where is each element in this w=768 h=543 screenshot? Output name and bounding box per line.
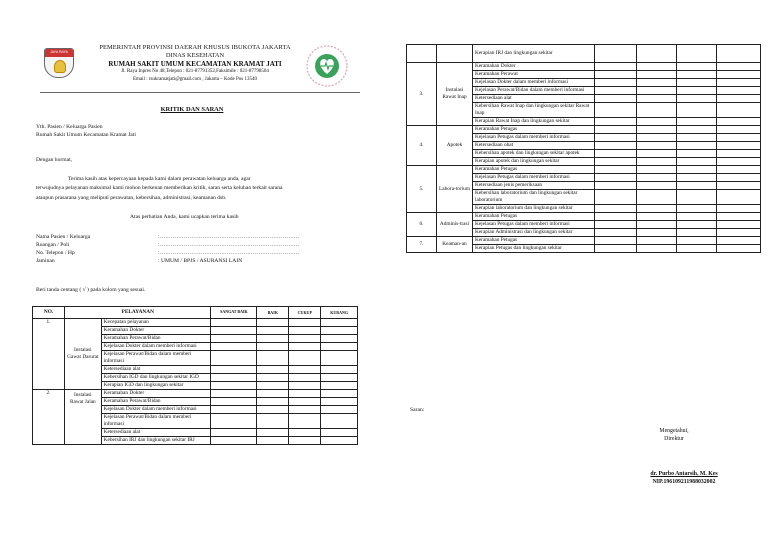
rating-cell[interactable] bbox=[321, 343, 358, 351]
row-label: Keramahan Perawat/Bidan bbox=[101, 335, 211, 343]
rating-cell[interactable] bbox=[717, 150, 761, 158]
rating-cell[interactable] bbox=[595, 142, 637, 150]
rating-cell[interactable] bbox=[637, 213, 677, 221]
rating-cell[interactable] bbox=[211, 366, 257, 374]
rating-cell[interactable] bbox=[257, 335, 289, 343]
rating-cell[interactable] bbox=[257, 351, 289, 366]
rating-cell[interactable] bbox=[211, 343, 257, 351]
letterhead-line1: PEMERINTAH PROVINSI DAERAH KHUSUS IBUKOTA JAKARTA bbox=[99, 44, 291, 51]
rating-cell[interactable] bbox=[595, 182, 637, 190]
rating-cell[interactable] bbox=[595, 190, 637, 205]
row-label: Keramahan Dokter bbox=[473, 63, 595, 71]
letterhead-line2: DINAS KESEHATAN bbox=[165, 52, 225, 59]
saran-field[interactable] bbox=[444, 412, 604, 452]
header-service: PELAYANAN bbox=[65, 307, 211, 319]
rating-cell[interactable] bbox=[211, 351, 257, 366]
closing-line: Atas perhatian Anda, kami ucapkan terima kasih bbox=[130, 214, 239, 220]
name-field[interactable]: :………………………………………………………………… bbox=[158, 234, 300, 240]
group-category: Instalasi Rawat Jalan bbox=[65, 390, 102, 445]
rating-cell[interactable] bbox=[595, 237, 637, 245]
rating-cell[interactable] bbox=[321, 327, 358, 335]
rating-cell[interactable] bbox=[637, 126, 677, 134]
rating-cell[interactable] bbox=[595, 95, 637, 103]
header-fair: CUKUP bbox=[289, 307, 321, 319]
rating-cell[interactable] bbox=[717, 87, 761, 95]
rating-cell[interactable] bbox=[717, 95, 761, 103]
row-label: Kejelasan Perawat/Bidan dalam memberi informasi bbox=[101, 351, 211, 366]
group-category: Apotek bbox=[437, 126, 473, 166]
signature-block bbox=[624, 427, 724, 443]
rating-cell[interactable] bbox=[289, 374, 321, 382]
rating-cell[interactable] bbox=[289, 398, 321, 406]
rating-cell[interactable] bbox=[677, 134, 717, 142]
rating-cell[interactable] bbox=[717, 118, 761, 126]
row-label: Kerapian IRJ dan lingkungan sekitar bbox=[473, 45, 595, 63]
rating-cell[interactable] bbox=[637, 45, 677, 63]
rating-cell[interactable] bbox=[595, 221, 637, 229]
rating-cell[interactable] bbox=[677, 182, 717, 190]
row-label: Ketersediaan obat bbox=[473, 142, 595, 150]
rating-cell[interactable] bbox=[321, 406, 358, 414]
table-row bbox=[33, 390, 358, 398]
row-label: Kejelasan Dokter dalam memberi informasi bbox=[101, 343, 211, 351]
rating-cell[interactable] bbox=[321, 351, 358, 366]
row-label: Keramahan Petugas bbox=[473, 126, 595, 134]
rating-cell[interactable] bbox=[289, 366, 321, 374]
rating-cell[interactable] bbox=[211, 382, 257, 390]
header-poor: KURANG bbox=[321, 307, 358, 319]
row-label: Kejelasan Perawat/Bidan dalam memberi informasi bbox=[101, 414, 211, 429]
table-row bbox=[407, 126, 761, 134]
rating-cell[interactable] bbox=[717, 190, 761, 205]
row-label: Kerapian Rawat Inap dan lingkungan sekitar bbox=[473, 118, 595, 126]
rating-cell[interactable] bbox=[677, 126, 717, 134]
row-label: Kejelasan Dokter dalam memberi informasi bbox=[473, 79, 595, 87]
row-label: Kejelasan Petugas dalam memberi informasi bbox=[473, 174, 595, 182]
signature-line1: Mengetahui, bbox=[659, 428, 689, 434]
phone-label: No. Telepon / Hp bbox=[36, 250, 75, 256]
row-label: Kejelasan Petugas dalam memberi informasi bbox=[473, 134, 595, 142]
row-label: Keramahan Dokter bbox=[101, 327, 211, 335]
rating-cell[interactable] bbox=[677, 71, 717, 79]
rating-cell[interactable] bbox=[717, 142, 761, 150]
rating-cell[interactable] bbox=[595, 150, 637, 158]
rating-cell[interactable] bbox=[257, 382, 289, 390]
letterhead bbox=[70, 44, 320, 84]
row-label: Kebersihan apotek dan lingkungan sekitar apotek bbox=[473, 150, 595, 158]
rating-cell[interactable] bbox=[321, 390, 358, 398]
director-name: dr. Purbo Antarsih, M. Kes bbox=[650, 471, 718, 477]
rating-cell[interactable] bbox=[637, 63, 677, 71]
phone-field[interactable]: :………………………………………………………………… bbox=[158, 250, 300, 256]
rating-cell[interactable] bbox=[321, 382, 358, 390]
row-label: Keramahan Dokter bbox=[101, 390, 211, 398]
row-label: Keramahan Perawat/Bidan bbox=[101, 398, 211, 406]
rating-cell[interactable] bbox=[211, 398, 257, 406]
rating-cell[interactable] bbox=[677, 205, 717, 213]
group-no: 6. bbox=[407, 213, 437, 237]
instruction-text: Beri tanda centang ( √ ) pada kolom yang sesuai. bbox=[36, 287, 146, 293]
table-row bbox=[407, 63, 761, 71]
body-line1: Terima kasih atas kepercayaan kepada kami dalam perawatan keluarga anda, agar bbox=[68, 176, 251, 182]
group-category: Instalasi Gawat Darurat bbox=[65, 319, 102, 390]
rating-cell[interactable] bbox=[677, 245, 717, 253]
rating-cell[interactable] bbox=[677, 142, 717, 150]
logo-left-text: JAYA RAYA bbox=[49, 50, 69, 54]
row-label: Keramahan Perawat bbox=[473, 71, 595, 79]
rating-cell[interactable] bbox=[637, 87, 677, 95]
rating-cell[interactable] bbox=[211, 406, 257, 414]
hospital-email: Email : rsukramatjati@gmail.com , Jakarta – Kode Pos 13540 bbox=[132, 77, 258, 82]
row-label: Ketersediaan alat bbox=[473, 95, 595, 103]
row-label: Kebersihan IRJ dan lingkungan sekitar IRJ bbox=[101, 437, 211, 445]
rating-cell[interactable] bbox=[595, 103, 637, 118]
row-label: Kerapian laboratorium dan lingkungan sekitar bbox=[473, 205, 595, 213]
group-no: 1. bbox=[33, 319, 65, 390]
rating-cell[interactable] bbox=[637, 229, 677, 237]
table-row bbox=[407, 237, 761, 245]
row-label: Kebersihan Rawat Inap dan lingkungan sekitar Rawat Inap bbox=[473, 103, 595, 118]
rating-cell[interactable] bbox=[637, 190, 677, 205]
rating-cell[interactable] bbox=[637, 103, 677, 118]
row-label: Ketersediaan alat bbox=[101, 366, 211, 374]
rating-cell[interactable] bbox=[677, 79, 717, 87]
rating-cell[interactable] bbox=[595, 229, 637, 237]
rating-cell[interactable] bbox=[677, 150, 717, 158]
letterhead-divider bbox=[40, 92, 360, 93]
insurance-field[interactable]: : UMUM / BPJS / ASURANSI LAIN bbox=[158, 258, 243, 264]
rating-cell[interactable] bbox=[211, 374, 257, 382]
rating-cell[interactable] bbox=[637, 95, 677, 103]
rating-cell[interactable] bbox=[677, 190, 717, 205]
rating-cell[interactable] bbox=[595, 205, 637, 213]
rating-cell[interactable] bbox=[595, 134, 637, 142]
rating-cell[interactable] bbox=[595, 126, 637, 134]
rating-cell[interactable] bbox=[717, 174, 761, 182]
row-label: Ketersediaan alat bbox=[101, 429, 211, 437]
rating-cell[interactable] bbox=[677, 174, 717, 182]
rating-cell[interactable] bbox=[257, 374, 289, 382]
table-row bbox=[407, 45, 761, 63]
rating-cell[interactable] bbox=[677, 237, 717, 245]
rating-cell[interactable] bbox=[289, 390, 321, 398]
rating-cell[interactable] bbox=[637, 237, 677, 245]
rating-cell[interactable] bbox=[717, 205, 761, 213]
rating-cell[interactable] bbox=[717, 103, 761, 118]
director-nip: NIP.196109211988032002 bbox=[652, 479, 716, 485]
rating-cell[interactable] bbox=[257, 366, 289, 374]
hospital-address: Jl. Raya Inpres No 48,Telepon : 021-87791352,Faksimile : 021-87798504 bbox=[121, 69, 269, 74]
rating-cell[interactable] bbox=[677, 95, 717, 103]
group-category: Adminis-trasi bbox=[437, 213, 473, 237]
rating-table-right bbox=[406, 44, 761, 253]
rating-cell[interactable] bbox=[637, 79, 677, 87]
rating-cell[interactable] bbox=[595, 158, 637, 166]
recipient-line1: Yth. Pasien / Keluarga Pasien bbox=[36, 124, 103, 130]
rating-cell[interactable] bbox=[677, 229, 717, 237]
group-no: 7. bbox=[407, 237, 437, 253]
rating-cell[interactable] bbox=[717, 237, 761, 245]
table-row bbox=[407, 213, 761, 221]
rating-cell[interactable] bbox=[717, 182, 761, 190]
row-label: Kebersihan laboratorium dan lingkungan sekitar laboratorium bbox=[473, 190, 595, 205]
rating-cell[interactable] bbox=[717, 213, 761, 221]
signature-line2: Direktur bbox=[664, 436, 684, 442]
header-good: BAIK bbox=[257, 307, 289, 319]
row-label: Kerapian apotek dan lingkungan sekitar bbox=[473, 158, 595, 166]
rating-cell[interactable] bbox=[677, 63, 717, 71]
rating-cell[interactable] bbox=[677, 118, 717, 126]
rating-cell[interactable] bbox=[257, 398, 289, 406]
right-page bbox=[384, 0, 768, 543]
row-label: Kejelasan Dokter dalam memberi informasi bbox=[101, 406, 211, 414]
rating-cell[interactable] bbox=[595, 166, 637, 174]
rating-cell[interactable] bbox=[211, 327, 257, 335]
rating-cell[interactable] bbox=[257, 414, 289, 429]
body-line2: terwujudnya pelayanan maksimal kami mohon berkenan memberikan kritik, saran serta keluhan terkait sarana bbox=[36, 185, 283, 191]
rating-cell[interactable] bbox=[717, 158, 761, 166]
rating-cell[interactable] bbox=[211, 319, 257, 327]
group-category: Keaman-an bbox=[437, 237, 473, 253]
group-no: 3. bbox=[407, 63, 437, 126]
hospital-logo bbox=[304, 43, 350, 89]
body-line3: ataupun prasarana yang meliputi perawatan, kebersihan, administrasi, keamanan dsb. bbox=[36, 195, 227, 201]
rating-cell[interactable] bbox=[257, 429, 289, 437]
row-label: Keramahan Petugas bbox=[473, 166, 595, 174]
insurance-label: Jaminan bbox=[36, 258, 55, 264]
rating-cell[interactable] bbox=[717, 71, 761, 79]
rating-cell[interactable] bbox=[289, 414, 321, 429]
rating-cell[interactable] bbox=[717, 126, 761, 134]
rating-cell[interactable] bbox=[321, 429, 358, 437]
hospital-name: RUMAH SAKIT UMUM KECAMATAN KRAMAT JATI bbox=[108, 60, 282, 68]
rating-cell[interactable] bbox=[677, 166, 717, 174]
rating-cell[interactable] bbox=[289, 327, 321, 335]
rating-cell[interactable] bbox=[211, 437, 257, 445]
header-no: NO. bbox=[33, 307, 65, 319]
document-title: KRITIK DAN SARAN bbox=[160, 106, 224, 113]
rating-cell[interactable] bbox=[637, 245, 677, 253]
rating-cell[interactable] bbox=[595, 118, 637, 126]
room-field[interactable]: :………………………………………………………………… bbox=[158, 242, 300, 248]
rating-cell[interactable] bbox=[289, 335, 321, 343]
group-category: Instalasi Rawat Inap bbox=[437, 63, 473, 126]
signature-name-block bbox=[624, 470, 744, 486]
rating-cell[interactable] bbox=[595, 87, 637, 95]
rating-cell[interactable] bbox=[289, 343, 321, 351]
rating-cell[interactable] bbox=[257, 437, 289, 445]
row-label: Kerapian Petugas dan lingkungan sekitar bbox=[473, 245, 595, 253]
rating-cell[interactable] bbox=[321, 366, 358, 374]
greeting: Dengan hormat, bbox=[36, 157, 73, 163]
rating-cell[interactable] bbox=[595, 213, 637, 221]
rating-cell[interactable] bbox=[321, 319, 358, 327]
rating-cell[interactable] bbox=[289, 429, 321, 437]
rating-cell[interactable] bbox=[717, 245, 761, 253]
group-no: 2. bbox=[33, 390, 65, 445]
rating-cell[interactable] bbox=[595, 174, 637, 182]
group-no: 5. bbox=[407, 166, 437, 213]
rating-cell[interactable] bbox=[677, 103, 717, 118]
rating-cell[interactable] bbox=[677, 213, 717, 221]
rating-cell[interactable] bbox=[637, 134, 677, 142]
room-label: Ruangan / Poli bbox=[36, 242, 70, 248]
row-label: Keramahan Petugas bbox=[473, 213, 595, 221]
group-no: 4. bbox=[407, 126, 437, 166]
rating-cell[interactable] bbox=[637, 71, 677, 79]
rating-cell[interactable] bbox=[717, 166, 761, 174]
row-label: Keramahan Petugas bbox=[473, 237, 595, 245]
rating-cell[interactable] bbox=[637, 118, 677, 126]
rating-cell[interactable] bbox=[211, 429, 257, 437]
rating-cell[interactable] bbox=[717, 134, 761, 142]
rating-cell[interactable] bbox=[595, 45, 637, 63]
rating-cell[interactable] bbox=[717, 45, 761, 63]
row-label: Kerapian IGD dan lingkungan sekitar bbox=[101, 382, 211, 390]
rating-cell[interactable] bbox=[289, 406, 321, 414]
rating-cell[interactable] bbox=[637, 142, 677, 150]
rating-cell[interactable] bbox=[677, 221, 717, 229]
rating-cell[interactable] bbox=[595, 71, 637, 79]
rating-cell[interactable] bbox=[677, 87, 717, 95]
table-row bbox=[407, 166, 761, 174]
row-label: Kebersihan IGD dan lingkungan sekitar IGD bbox=[101, 374, 211, 382]
rating-cell[interactable] bbox=[717, 79, 761, 87]
rating-cell[interactable] bbox=[717, 63, 761, 71]
rating-cell[interactable] bbox=[717, 229, 761, 237]
row-label: Kejelasan Perawat/Bidan dalam memberi informasi bbox=[473, 87, 595, 95]
rating-cell[interactable] bbox=[321, 335, 358, 343]
row-label: Kerapian Administrasi dan lingkungan sekitar bbox=[473, 229, 595, 237]
rating-cell[interactable] bbox=[637, 150, 677, 158]
rating-cell[interactable] bbox=[595, 79, 637, 87]
rating-cell[interactable] bbox=[595, 63, 637, 71]
rating-cell[interactable] bbox=[637, 205, 677, 213]
name-label: Nama Pasien / Keluarga bbox=[36, 234, 91, 240]
rating-cell[interactable] bbox=[637, 166, 677, 174]
group-category: Labora-torium bbox=[437, 166, 473, 213]
rating-cell[interactable] bbox=[211, 414, 257, 429]
row-label: Kecepatan pelayanan bbox=[101, 319, 211, 327]
rating-cell[interactable] bbox=[677, 158, 717, 166]
table-row bbox=[33, 319, 358, 327]
rating-cell[interactable] bbox=[289, 382, 321, 390]
rating-cell[interactable] bbox=[289, 437, 321, 445]
rating-cell[interactable] bbox=[637, 182, 677, 190]
rating-cell[interactable] bbox=[321, 414, 358, 429]
rating-cell[interactable] bbox=[321, 437, 358, 445]
rating-cell[interactable] bbox=[289, 351, 321, 366]
rating-cell[interactable] bbox=[257, 327, 289, 335]
rating-cell[interactable] bbox=[321, 374, 358, 382]
rating-cell[interactable] bbox=[321, 398, 358, 406]
saran-label: Saran: bbox=[410, 407, 425, 413]
rating-cell[interactable] bbox=[257, 390, 289, 398]
rating-table-left bbox=[32, 306, 358, 445]
rating-cell[interactable] bbox=[717, 221, 761, 229]
rating-cell[interactable] bbox=[211, 390, 257, 398]
rating-cell[interactable] bbox=[595, 245, 637, 253]
rating-cell[interactable] bbox=[257, 343, 289, 351]
header-very-good: SANGAT BAIK bbox=[211, 307, 257, 319]
rating-cell[interactable] bbox=[257, 406, 289, 414]
row-label: Ketersediaan jenis pemeriksaan bbox=[473, 182, 595, 190]
rating-cell[interactable] bbox=[257, 319, 289, 327]
rating-cell[interactable] bbox=[637, 158, 677, 166]
rating-cell[interactable] bbox=[637, 174, 677, 182]
rating-cell[interactable] bbox=[677, 45, 717, 63]
rating-cell[interactable] bbox=[637, 221, 677, 229]
recipient-line2: Rumah Sakit Umum Kecamatan Kramat Jati bbox=[36, 132, 136, 138]
rating-cell[interactable] bbox=[211, 335, 257, 343]
row-label: Kejelasan Petugas dalam memberi informasi bbox=[473, 221, 595, 229]
rating-cell[interactable] bbox=[289, 319, 321, 327]
